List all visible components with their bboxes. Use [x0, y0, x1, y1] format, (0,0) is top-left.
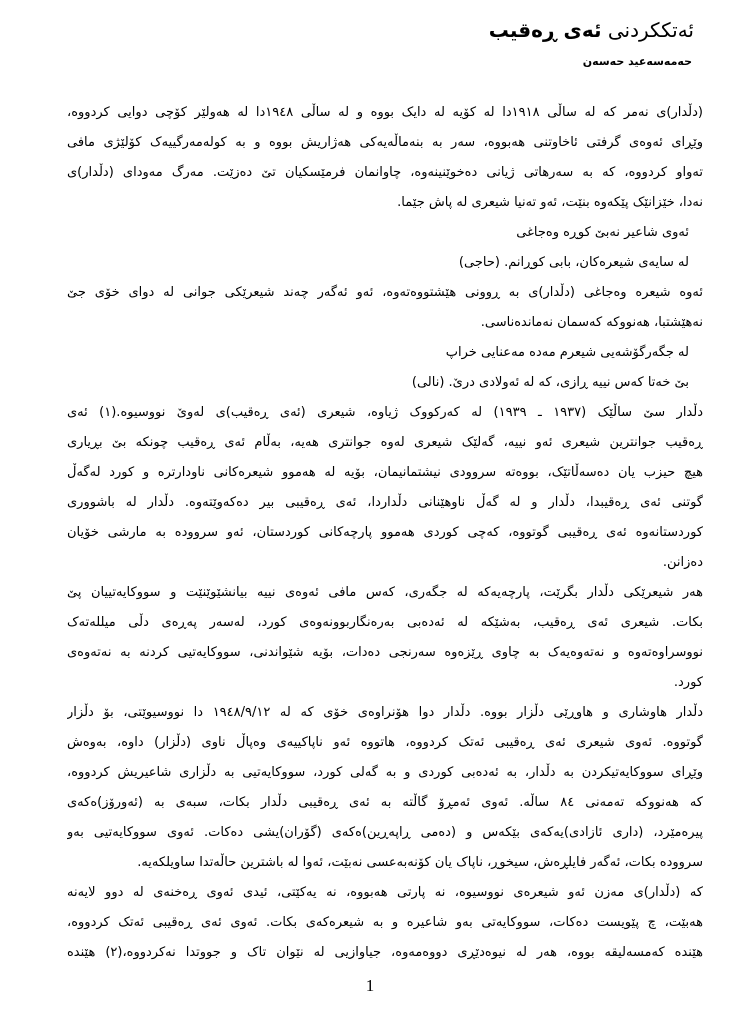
- text-line: هێندە کەمسەلیقە بووە، هەر لە نیوەدێڕی دووەمەوە، جیاوازیی لە نێوان تاک و جووتدا نەکردووە،(٢) هێندە: [67, 945, 703, 960]
- text-line: (دڵدار)ی نەمر کە لە ساڵی ١٩١٨دا لە کۆیە لە دایک بووە و لە ساڵی ١٩٤٨دا لە هەولێر کۆچی دوایی کردووە،: [67, 105, 703, 120]
- text-line: گوتنی ئەی ڕەقیبدا، دڵدار و لە گەڵ ناوهێنانی دڵداردا، ئەی ڕەقیبی بیر دەکەوێتەوە. دڵدار لە باشووری: [67, 495, 703, 510]
- text-line: نەهێشتبا، هەنووکە کەسمان نەماندەناسی.: [480, 315, 703, 330]
- text-line: هیچ حیزب یان دەسەڵاتێک، بووەتە سروودی نیشتمانیمان، بۆیە لە هەموو شیعرەکانی ناودارترە و کورد لەگەڵ: [67, 465, 703, 480]
- text-line: ڕەقیب جوانترین شیعری ئەو نییە، گەلێک شیعری لەوە جوانتری هەیە، بەڵام ئەی ڕەقیب چونکە بێ بڕیاری: [67, 435, 703, 450]
- text-line: دەزانن.: [662, 555, 703, 570]
- text-line: گوتووە. ئەوی شیعری ئەی ڕەقیبی ئەتک کردووە، هاتووە ئەو ناپاکییەی وەپاڵ ناوی (دڵزار) داوە، بەوەش: [67, 735, 703, 750]
- text-line: وێڕای ئەوەی گرفتی ئاخاوتنی هەبووە، سەر بە بنەماڵەیەکی هەژاریش بووە و بە کولەمەرگییەک کۆلێژی مافی: [67, 135, 703, 150]
- title-bold: ئەی ڕەقیب: [488, 18, 602, 42]
- page-number: 1: [365, 976, 375, 995]
- text-line: وێڕای سووکایەتیکردن بە دڵدار، بە ئەدەبی کوردی و بە گەلی کورد، سووکایەتیی بە دڵزاری شاعیریش کردووە،: [67, 765, 703, 780]
- text-line: کوردستانەوە ئەی ڕەقیبی گوتووە، کەچی کوردی هەموو پارچەکانی کوردستان، ئەو سروودە بە مارشی خۆیان: [67, 525, 703, 540]
- text-line: بکات. شیعری ئەی ڕەقیب، بەشێکە لە ئەدەبی بەرەنگاربوونەوەی کورد، لەسەر پەڕەی دڵی میللەتەک: [67, 615, 703, 630]
- author-name: حەمەسەعید حەسەن: [582, 55, 692, 68]
- text-line: هەبێت، چ پێویست دەکات، سووکایەتی بەو شاعیرە و بە شیعرەکەی بکات. ئەوی ئەی ڕەقیبی ئەتک کردووە،: [67, 915, 703, 930]
- verse-line: ئەوی شاعیر نەبێ کوڕە وەجاغی: [516, 225, 689, 240]
- text-line: سرووده بکات، ئەگەر فایلڕەش، سیخوڕ، ناپاک یان کۆنەبەعسی نەبێت، ئەوا لە باشترین حاڵەتدا ساویلکەیە.: [137, 855, 703, 870]
- title-prefix: ئەتککردنی: [607, 18, 694, 42]
- verse-line: لە جگەرگۆشەیی شیعرم مەدە مەعنایی خراپ: [445, 345, 689, 360]
- text-line: تەواو کردووە، کە بە سەرهاتی ژیانی دەخوێنینەوە، چاوانمان فرمێسکیان تێ دەزێت. مەرگ مەودای (دڵدار)ی: [67, 165, 703, 180]
- verse-line: بێ خەتا کەس نییە ڕازی، کە لە ئەولادی درێ. (نالی): [411, 375, 689, 390]
- text-line: نووسراوەتەوە و نەتەوەیەک بە چاوی ڕێزەوە سەرنجی دەدات، بۆیە شێواندنی، سووکایەتیی کردنە بە نەتەوەی: [67, 645, 703, 660]
- text-line: دڵدار سێ ساڵێک (١٩٣٧ ـ ١٩٣٩) لە کەرکووک ژیاوە، شیعری (ئەی ڕەقیب)ی لەوێ نووسیوە.(١) ئەی: [67, 405, 703, 420]
- text-line: کە (دڵدار)ی مەزن ئەو شیعرەی نووسیوە، نە پارتی هەبووە، نە یەکێتی، ئیدی ئەوی ڕەخنەی لە دوو لایەنە: [67, 885, 703, 900]
- text-line: هەر شیعرێکی دڵدار بگرێت، پارچەیەکە لە جگەری، کەس مافی ئەوەی نییە بیانشێوێنێت و سووکایەتییان پێ: [67, 585, 703, 600]
- text-line: کە هەنووکە تەمەنی ٨٤ ساڵە. ئەوی ئەمڕۆ گاڵتە بە ئەی ڕەقیبی دڵدار بکات، سبەی بە (ئەورۆز)ەکەی: [67, 795, 703, 810]
- text-line: ئەوە شیعرە وەجاغی (دڵدار)ی بە ڕوونی هێشتووەتەوە، ئەو ئەگەر چەند شیعرێکی جوانی لە دوای خۆی جێ: [67, 285, 703, 300]
- text-line: نەدا، خێزانێک پێکەوە بنێت، ئەو تەنیا شیعری لە پاش جێما.: [397, 195, 703, 210]
- document-title: [489, 18, 694, 42]
- document-body: [67, 98, 703, 968]
- text-line: کورد.: [673, 675, 703, 690]
- text-line: دڵدار هاوشاری و هاوڕێی دڵزار بووە. دڵدار دوا هۆنراوەی خۆی کە لە ١٩٤٨/٩/١٢ دا نووسیوێتی، بۆ دڵزار: [67, 705, 703, 720]
- text-line: پیرەمێرد، (داری ئازادی)یەکەی بێکەس و (دەمی ڕاپەڕین)ەکەی (گۆران)یشی دەکات. ئەوی سووکایەتیی بەو: [67, 825, 703, 840]
- verse-line: لە سایەی شیعرەکان، بابی کوڕانم. (حاجی): [458, 255, 689, 270]
